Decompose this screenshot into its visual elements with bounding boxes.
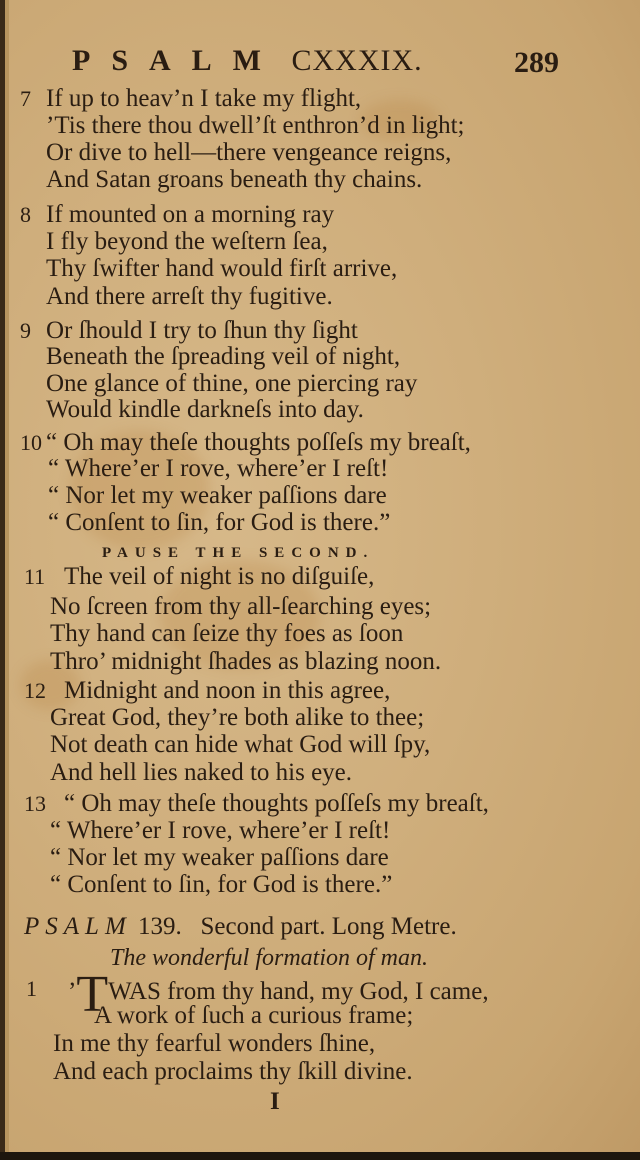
verse-line: “ Nor let my weaker paſſions dare: [48, 482, 387, 509]
verse-line: And hell lies naked to his eye.: [50, 759, 353, 786]
verse-line: 7 If up to heav’n I take my flight,: [20, 85, 362, 112]
section-heading: PAUSE THE SECOND.: [102, 545, 375, 561]
running-head: [72, 44, 423, 78]
verse-line: “ Where’er I rove, where’er I reſt!: [50, 817, 391, 844]
verse-line: Thro’ midnight ſhades as blazing noon.: [50, 648, 442, 675]
binding-gutter: [5, 0, 9, 1152]
psalm-heading-part: Second part. Long Metre.: [200, 913, 457, 940]
verse-line: Beneath the ſpreading veil of night,: [46, 343, 401, 370]
drop-cap: T: [76, 966, 109, 1023]
running-head-title: PSALM: [72, 44, 282, 77]
verse-line: A work of ſuch a curious frame;: [94, 1002, 414, 1029]
verse-line: 10 “ Oh may theſe thoughts poſſeſs my breaſt,: [20, 429, 471, 456]
verse-line: “ Conſent to ſin, for God is there.”: [50, 871, 393, 898]
verse-line: 9 Or ſhould I try to ſhun thy ſight: [20, 317, 358, 344]
verse-line: “ Conſent to ſin, for God is there.”: [48, 509, 391, 536]
psalm-heading: [24, 913, 457, 941]
verse-line: Not death can hide what God will ſpy,: [50, 731, 431, 758]
apostrophe: ’: [68, 978, 77, 1005]
verse-number: 13: [24, 791, 46, 816]
verse-line: 11 The veil of night is no diſguiſe,: [24, 563, 375, 590]
verse-line: Thy hand can ſeize thy foes as ſoon: [50, 620, 404, 647]
verse-line: 13 “ Oh may theſe thoughts poſſeſs my breaſt,: [24, 790, 489, 817]
verse-line: Or dive to hell—there vengeance reigns,: [46, 139, 452, 166]
catchword: I: [270, 1088, 280, 1115]
page-bottom-edge: [0, 1152, 640, 1160]
running-head-numeral: CXXXIX.: [291, 44, 423, 77]
verse-line: Great God, they’re both alike to thee;: [50, 704, 425, 731]
verse-line: And Satan groans beneath thy chains.: [46, 166, 423, 193]
page-number: 289: [514, 46, 559, 79]
verse-line: 8 If mounted on a morning ray: [20, 201, 335, 228]
verse-line: No ſcreen from thy all-ſearching eyes;: [50, 593, 432, 620]
verse-line: Thy ſwifter hand would firſt arrive,: [46, 255, 398, 282]
psalm-heading-label: PSALM: [24, 913, 132, 940]
psalm-subtitle: The wonderful formation of man.: [110, 945, 429, 971]
verse-number: 7: [20, 86, 31, 111]
verse-line: And there arreſt thy fugitive.: [46, 283, 333, 310]
verse-line: One glance of thine, one piercing ray: [46, 370, 418, 397]
verse-line: I fly beyond the weſtern ſea,: [46, 228, 328, 255]
psalm-heading-number: 139.: [138, 913, 182, 940]
verse-line: “ Nor let my weaker paſſions dare: [50, 844, 389, 871]
verse-line: In me thy fearful wonders ſhine,: [53, 1030, 376, 1057]
verse-line: 12 Midnight and noon in this agree,: [24, 677, 391, 704]
verse-line: “ Where’er I rove, where’er I reſt!: [48, 455, 389, 482]
verse-number: 8: [20, 202, 31, 227]
verse-line: 1 ’TWAS from thy hand, my God, I came,: [26, 966, 489, 1023]
verse-number: 12: [24, 678, 46, 703]
verse-number: 10: [20, 430, 42, 455]
verse-number: 1: [26, 976, 37, 1001]
verse-line: ’Tis there thou dwell’ſt enthron’d in light;: [46, 112, 465, 139]
verse-number: 11: [24, 564, 46, 589]
verse-line: Would kindle darkneſs into day.: [46, 396, 364, 423]
verse-number: 9: [20, 318, 31, 343]
verse-line: And each proclaims thy ſkill divine.: [53, 1058, 413, 1085]
